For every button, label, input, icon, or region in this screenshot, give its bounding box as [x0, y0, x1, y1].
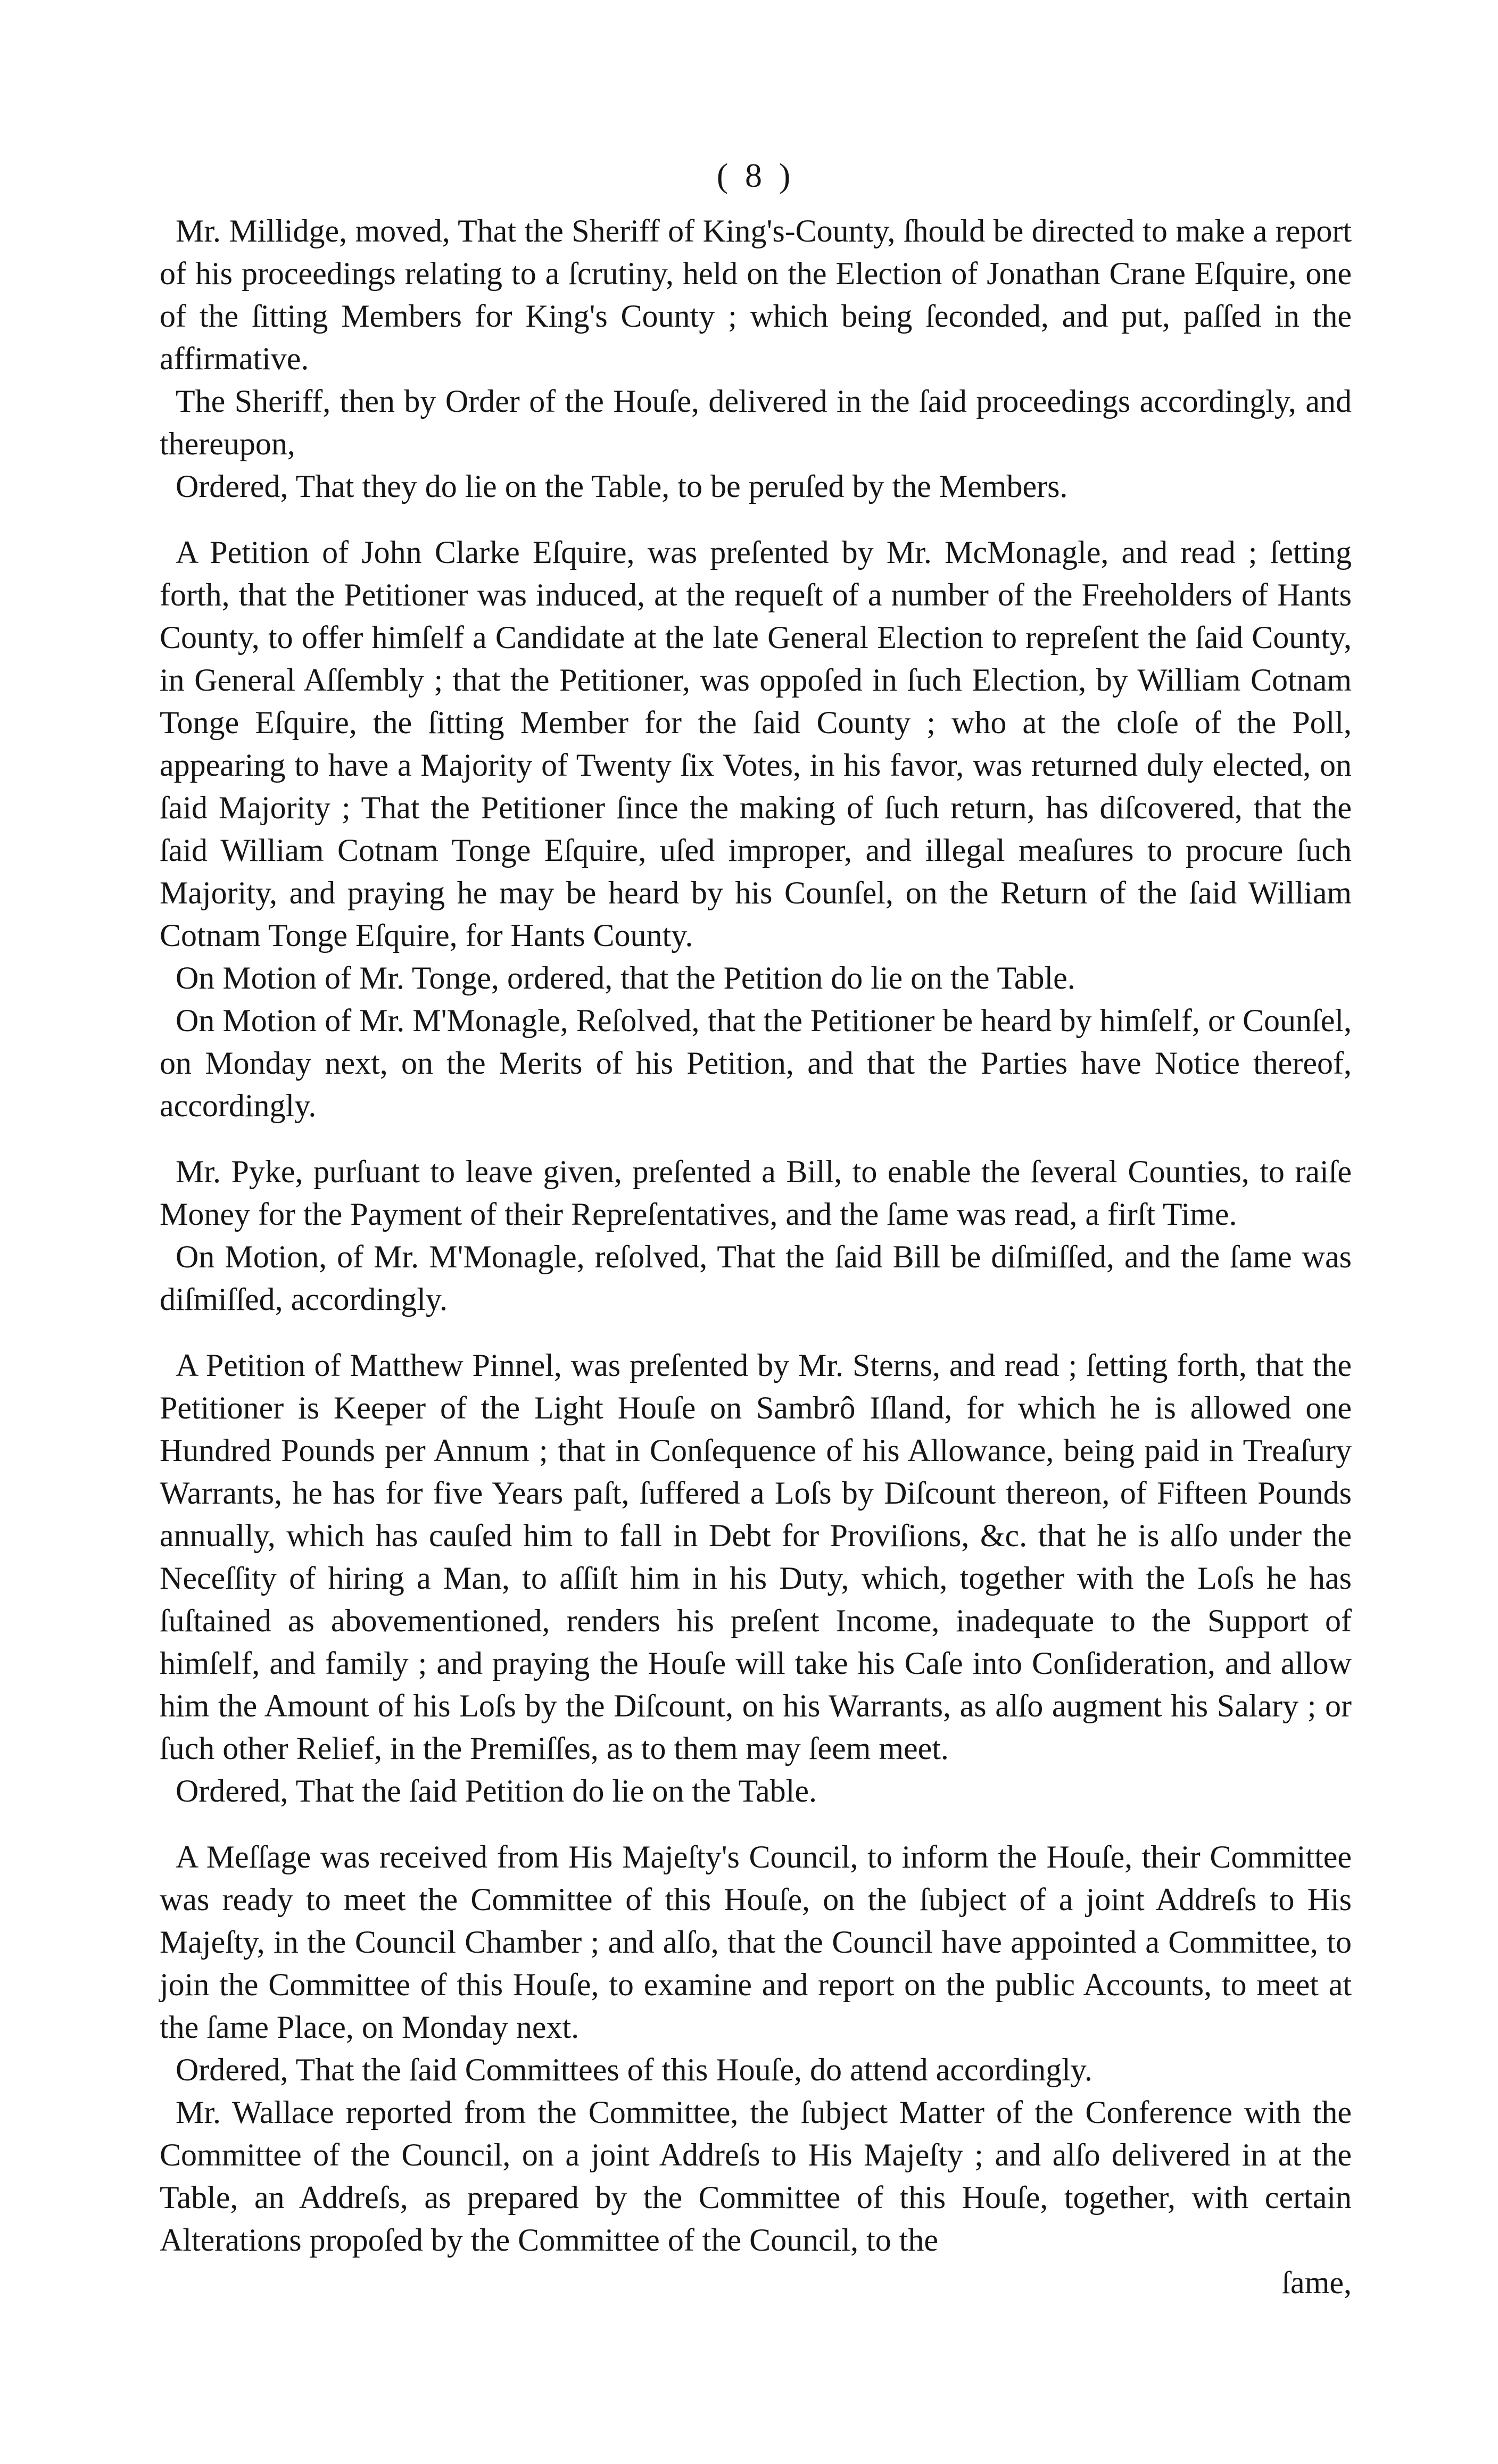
paragraph-pinnel-petition: A Petition of Matthew Pinnel, was preſented by Mr. Sterns, and read ; ſetting forth, that the Petitioner is Keeper of the Light Houſe on Sambrô Iſland, for which he is allowed one Hundred Pounds per Annum ; that in Conſequence of his Allowance, being paid in Treaſury Warrants, he has for five Years paſt, ſuffered a Loſs by Diſcount thereon, of Fifteen Pounds annually, which has cauſed him to fall in Debt for Proviſions, &c. that he is alſo under the Neceſſity of hiring a Man, to aſſiſt him in his Duty, which, together with the Loſs he has ſuſtained as abovementioned, renders his preſent Income, inadequate to the Support of himſelf, and family ; and praying the Houſe will take his Caſe into Conſideration, and allow him the Amount of his Loſs by the Diſcount, on his Warrants, as alſo augment his Salary ; or ſuch other Relief, in the Premiſſes, as to them may ſeem meet.: [160, 1348, 1352, 1766]
paragraph-clarke-petition: A Petition of John Clarke Eſquire, was preſented by Mr. McMonagle, and read ; ſetting forth, that the Petitioner was induced, at the requeſt of a number of the Freeholders of Hants County, to offer himſelf a Candidate at the late General Election to repreſent the ſaid County, in General Aſſembly ; that the Petitioner, was oppoſed in ſuch Election, by William Cotnam Tonge Eſquire, the ſitting Member for the ſaid County ; who at the cloſe of the Poll, appearing to have a Majority of Twenty ſix Votes, in his favor, was returned duly elected, on ſaid Majority ; That the Petitioner ſince the making of ſuch return, has diſcovered, that the ſaid William Cotnam Tonge Eſquire, uſed improper, and illegal meaſures to procure ſuch Majority, and praying he may be heard by his Counſel, on the Return of the ſaid William Cotnam Tonge Eſquire, for Hants County.: [160, 535, 1352, 953]
document-page: [160, 154, 1352, 2304]
paragraph-mcmonagle-resolution: On Motion of Mr. M'Monagle, Reſolved, that the Petitioner be heard by himſelf, or Counſel, on Monday next, on the Merits of his Petition, and that the Parties have Notice thereof, accordingly.: [160, 1003, 1352, 1123]
paragraph-sheriff-delivery: The Sheriff, then by Order of the Houſe, delivered in the ſaid proceedings accordingly, and thereupon,: [160, 384, 1352, 461]
paragraph-order-table: Ordered, That they do lie on the Table, to be peruſed by the Members.: [176, 469, 1068, 504]
paragraph-pinnel-order: Ordered, That the ſaid Petition do lie on the Table.: [176, 1773, 817, 1808]
paragraph-tonge-motion: On Motion of Mr. Tonge, ordered, that the Petition do lie on the Table.: [176, 960, 1075, 995]
paragraph-pyke-bill: Mr. Pyke, purſuant to leave given, preſented a Bill, to enable the ſeveral Counties, to raiſe Money for the Payment of their Repreſentatives, and the ſame was read, a firſt Time.: [160, 1154, 1352, 1232]
catchword: ſame,: [1281, 2265, 1352, 2300]
paragraph-wallace-report: Mr. Wallace reported from the Committee, the ſubject Matter of the Conference with the Committee of the Council, on a joint Addreſs to His Majeſty ; and alſo delivered in at the Table, an Addreſs, as prepared by the Committee of this Houſe, together, with certain Alterations propoſed by the Committee of the Council, to the: [160, 2095, 1352, 2258]
paragraph-council-message: A Meſſage was received from His Majeſty's Council, to inform the Houſe, their Committee was ready to meet the Committee of this Houſe, on the ſubject of a joint Addreſs to His Majeſty, in the Council Chamber ; and alſo, that the Council have appointed a Committee, to join the Committee of this Houſe, to examine and report on the public Accounts, to meet at the ſame Place, on Monday next.: [160, 1839, 1352, 2045]
paragraph-sheriff-motion: Mr. Millidge, moved, That the Sheriff of King's-County, ſhould be directed to make a report of his proceedings relating to a ſcrutiny, held on the Election of Jonathan Crane Eſquire, one of the ſitting Members for King's County ; which being ſeconded, and put, paſſed in the affirmative.: [160, 213, 1352, 376]
paragraph-committees-attend: Ordered, That the ſaid Committees of this Houſe, do attend accordingly.: [176, 2052, 1093, 2087]
paragraph-bill-dismissed: On Motion, of Mr. M'Monagle, reſolved, That the ſaid Bill be diſmiſſed, and the ſame was diſmiſſed, accordingly.: [160, 1239, 1352, 1317]
page-number: ( 8 ): [716, 156, 795, 194]
